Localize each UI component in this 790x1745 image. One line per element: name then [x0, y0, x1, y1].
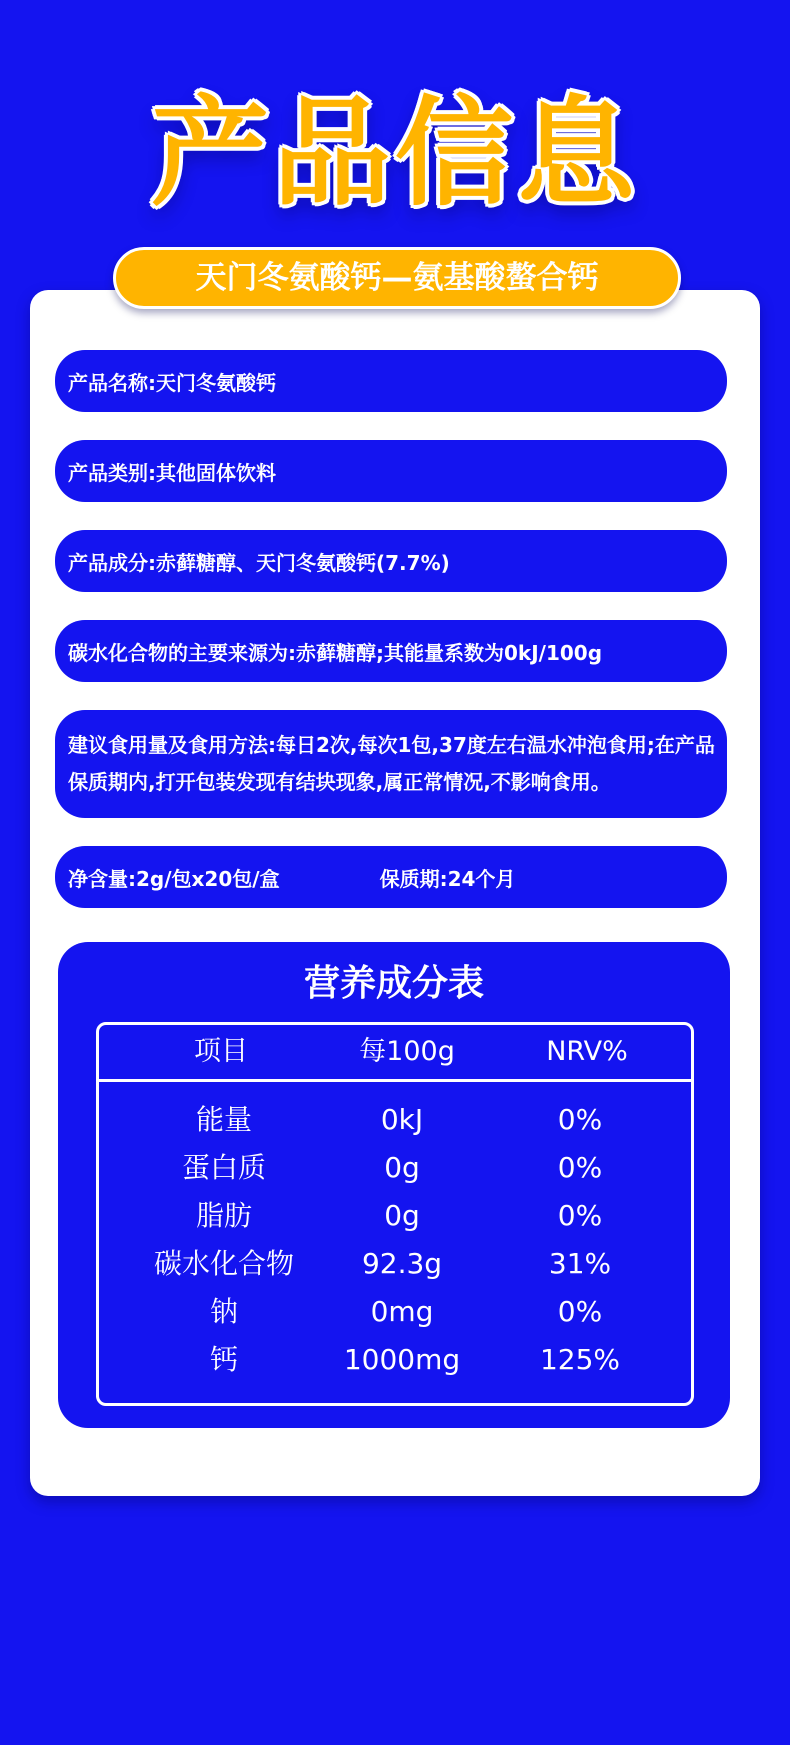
- nutrition-table-title: 营养成分表: [303, 963, 484, 1004]
- product-category-text: 产品类别:其他固体饮料: [68, 460, 276, 485]
- nutrition-facts-panel: [58, 942, 730, 1428]
- nutrient-amount: 0g: [384, 1199, 420, 1232]
- nutrient-amount: 92.3g: [361, 1247, 443, 1280]
- nutrient-nrv: 125%: [539, 1343, 621, 1376]
- nutrient-amount: 1000mg: [343, 1343, 461, 1376]
- net-content-text: 净含量:2g/包x20包/盒: [68, 866, 280, 891]
- product-subtitle-banner: 天门冬氨酸钙—氨基酸螯合钙: [113, 247, 681, 309]
- column-header-nrv: NRV%: [546, 1036, 628, 1067]
- nutrient-nrv: 0%: [557, 1151, 603, 1184]
- nutrient-name: 碳水化合物: [153, 1247, 294, 1280]
- column-header-item: 项目: [194, 1036, 248, 1067]
- nutrient-name: 蛋白质: [181, 1151, 266, 1184]
- product-name-row: [55, 350, 727, 412]
- nutrient-nrv: 31%: [548, 1247, 612, 1280]
- carbohydrate-source-row: [55, 620, 727, 682]
- nutrient-name: 能量: [195, 1103, 252, 1136]
- nutrition-table-divider: [96, 1079, 694, 1082]
- nutrient-amount: 0g: [384, 1151, 420, 1184]
- product-category-row: [55, 440, 727, 502]
- product-ingredients-text: 产品成分:赤藓糖醇、天门冬氨酸钙(7.7%): [68, 550, 450, 575]
- usage-instructions-text: 建议食用量及食用方法:每日2次,每次1包,37度左右温水冲泡食用;在产品保质期内,打开包装发现有结块现象,属正常情况,不影响食用。: [68, 733, 715, 794]
- nutrient-amount: 0kJ: [380, 1103, 424, 1136]
- usage-instructions-row: [55, 710, 727, 818]
- nutrient-name: 钙: [209, 1343, 238, 1376]
- column-header-per-100g: 每100g: [359, 1036, 455, 1067]
- carbohydrate-source-text: 碳水化合物的主要来源为:赤藓糖醇;其能量系数为0kJ/100g: [68, 640, 603, 665]
- product-name-text: 产品名称:天门冬氨酸钙: [68, 370, 276, 395]
- page-title: 产品信息: [150, 84, 639, 222]
- nutrient-name: 钠: [209, 1295, 238, 1328]
- nutrient-name: 脂肪: [195, 1199, 252, 1232]
- nutrient-nrv: 0%: [557, 1199, 603, 1232]
- shelf-life-text: 保质期:24个月: [379, 866, 516, 891]
- net-content-row: [55, 846, 727, 908]
- product-ingredients-row: [55, 530, 727, 592]
- nutrient-amount: 0mg: [370, 1295, 434, 1328]
- nutrient-nrv: 0%: [557, 1103, 603, 1136]
- nutrient-nrv: 0%: [557, 1295, 603, 1328]
